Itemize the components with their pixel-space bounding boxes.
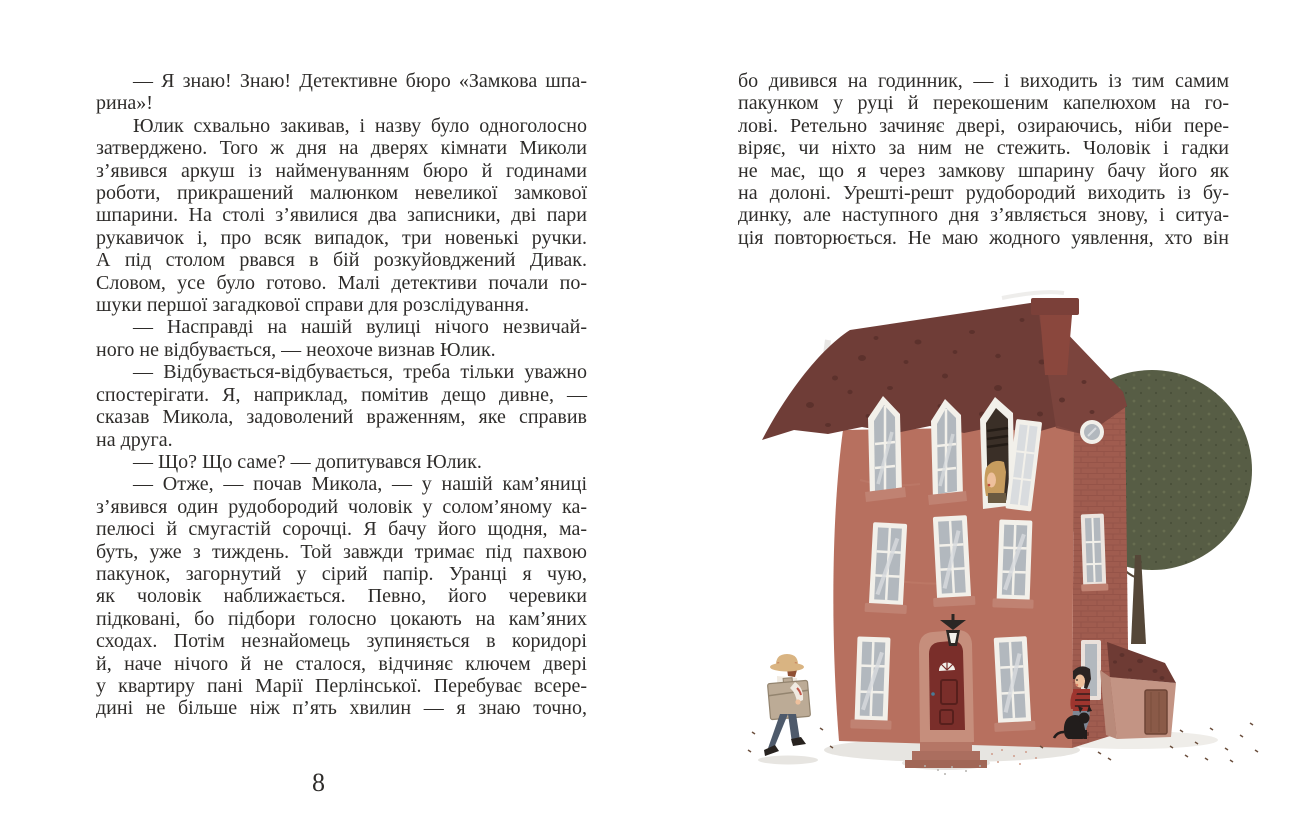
text-line: на друга.	[96, 428, 173, 451]
text-line: дині не більше ніж п’ять хвилин — я знаю точно,	[96, 697, 587, 720]
text-line: пелюсі й смугастій сорочці. Я бачу його щодня, ма-	[96, 518, 587, 541]
text-line: з’явився аркуш із найменуванням бюро й годинами	[96, 159, 587, 182]
left-text-column	[96, 70, 587, 720]
text-line: ція повторюється. Не маю жодного уявлення, хто він	[738, 226, 1229, 249]
text-line: у квартиру пані Марії Перлінської. Перебуває всере-	[96, 674, 587, 697]
text-line: шпарини. На столі з’явилися два записники, дві пари	[96, 204, 587, 227]
text-line: пакунок, загорнутий у сірий папір. Уранці я чую,	[96, 562, 587, 585]
text-line: рукавичок і, про всяк випадок, три новенькі ручки.	[96, 226, 587, 249]
text-line: Юлик схвально закивав, і назву було одноголосно	[133, 114, 587, 137]
text-line: — Я знаю! Знаю! Детективне бюро «Замкова шпа-	[133, 70, 587, 92]
text-line: — Що? Що саме? — допитувався Юлик.	[133, 450, 482, 473]
annex-shed	[1100, 642, 1176, 739]
text-line: — Відбувається-відбувається, треба тільки уважно	[133, 361, 587, 384]
text-line: підковані, бо підбори голосно цокають на кам’яних	[96, 607, 587, 630]
middle-window-side	[1079, 514, 1109, 592]
text-line: роботи, прикрашений малюнком невеликої замкової	[96, 182, 587, 205]
text-line: сходах. Потім незнайомець зупиняється в коридорі	[96, 630, 587, 653]
text-line: пакунком у руці й перекошеним капелюхом на го-	[738, 92, 1229, 115]
text-line: з’явився один рудобородий чоловік у солом’яному ка-	[96, 495, 587, 518]
right-text-column	[738, 70, 1229, 249]
text-line: Словом, усе було готово. Малі детективи почали по-	[96, 271, 587, 294]
text-line: лові. Ретельно зачиняє двері, озираючись, ніби пере-	[738, 114, 1229, 137]
text-line: А під столом рвався в бій розкуйовджений Дивак.	[96, 249, 587, 272]
text-line: ного не відбувається, — неохоче визнав Юлик.	[96, 338, 496, 361]
text-line: затверджено. Того ж дня на дверях кімнати Миколи	[96, 137, 587, 160]
text-line: й, наче нічого й не сталося, відчиняє ключем двері	[96, 652, 587, 675]
text-line: не має, що я через замкову шпарину бачу його як	[738, 159, 1229, 182]
text-line: сказав Микола, задоволений враженням, яке справив	[96, 406, 587, 429]
text-line: буть, уже з тиждень. Той завжди тримає під пахвою	[96, 540, 587, 563]
text-line: бо дивився на годинник, — і виходить із тим самим	[738, 70, 1229, 92]
text-line: на долоні. Урешті-решт рудобородий виходить із бу-	[738, 182, 1229, 205]
text-line: шуки першої загадкової справи для розслідування.	[96, 294, 530, 317]
text-line: — Насправді на нашій вулиці нічого незвичай-	[133, 316, 587, 339]
house-illustration	[740, 280, 1285, 810]
text-line: динку, але наступного дня з’являється знову, і ситуа-	[738, 204, 1229, 227]
parcel	[767, 676, 810, 719]
text-line: — Отже, — почав Микола, — у нашій кам’яниці	[133, 473, 587, 496]
text-line: рина»!	[96, 92, 153, 115]
text-line: віряє, чи ніхто за ним не стежить. Чоловік і гадки	[738, 137, 1229, 160]
middle-window-3	[992, 519, 1036, 608]
text-line: як чоловік наближається. Певно, його черевики	[96, 585, 587, 608]
page-number: 8	[312, 768, 325, 797]
walking-man	[764, 654, 810, 756]
shed-door	[1145, 690, 1167, 734]
text-line: спостерігати. Я, наприклад, помітив дещо дивне, —	[96, 383, 587, 406]
round-window	[1080, 420, 1104, 444]
